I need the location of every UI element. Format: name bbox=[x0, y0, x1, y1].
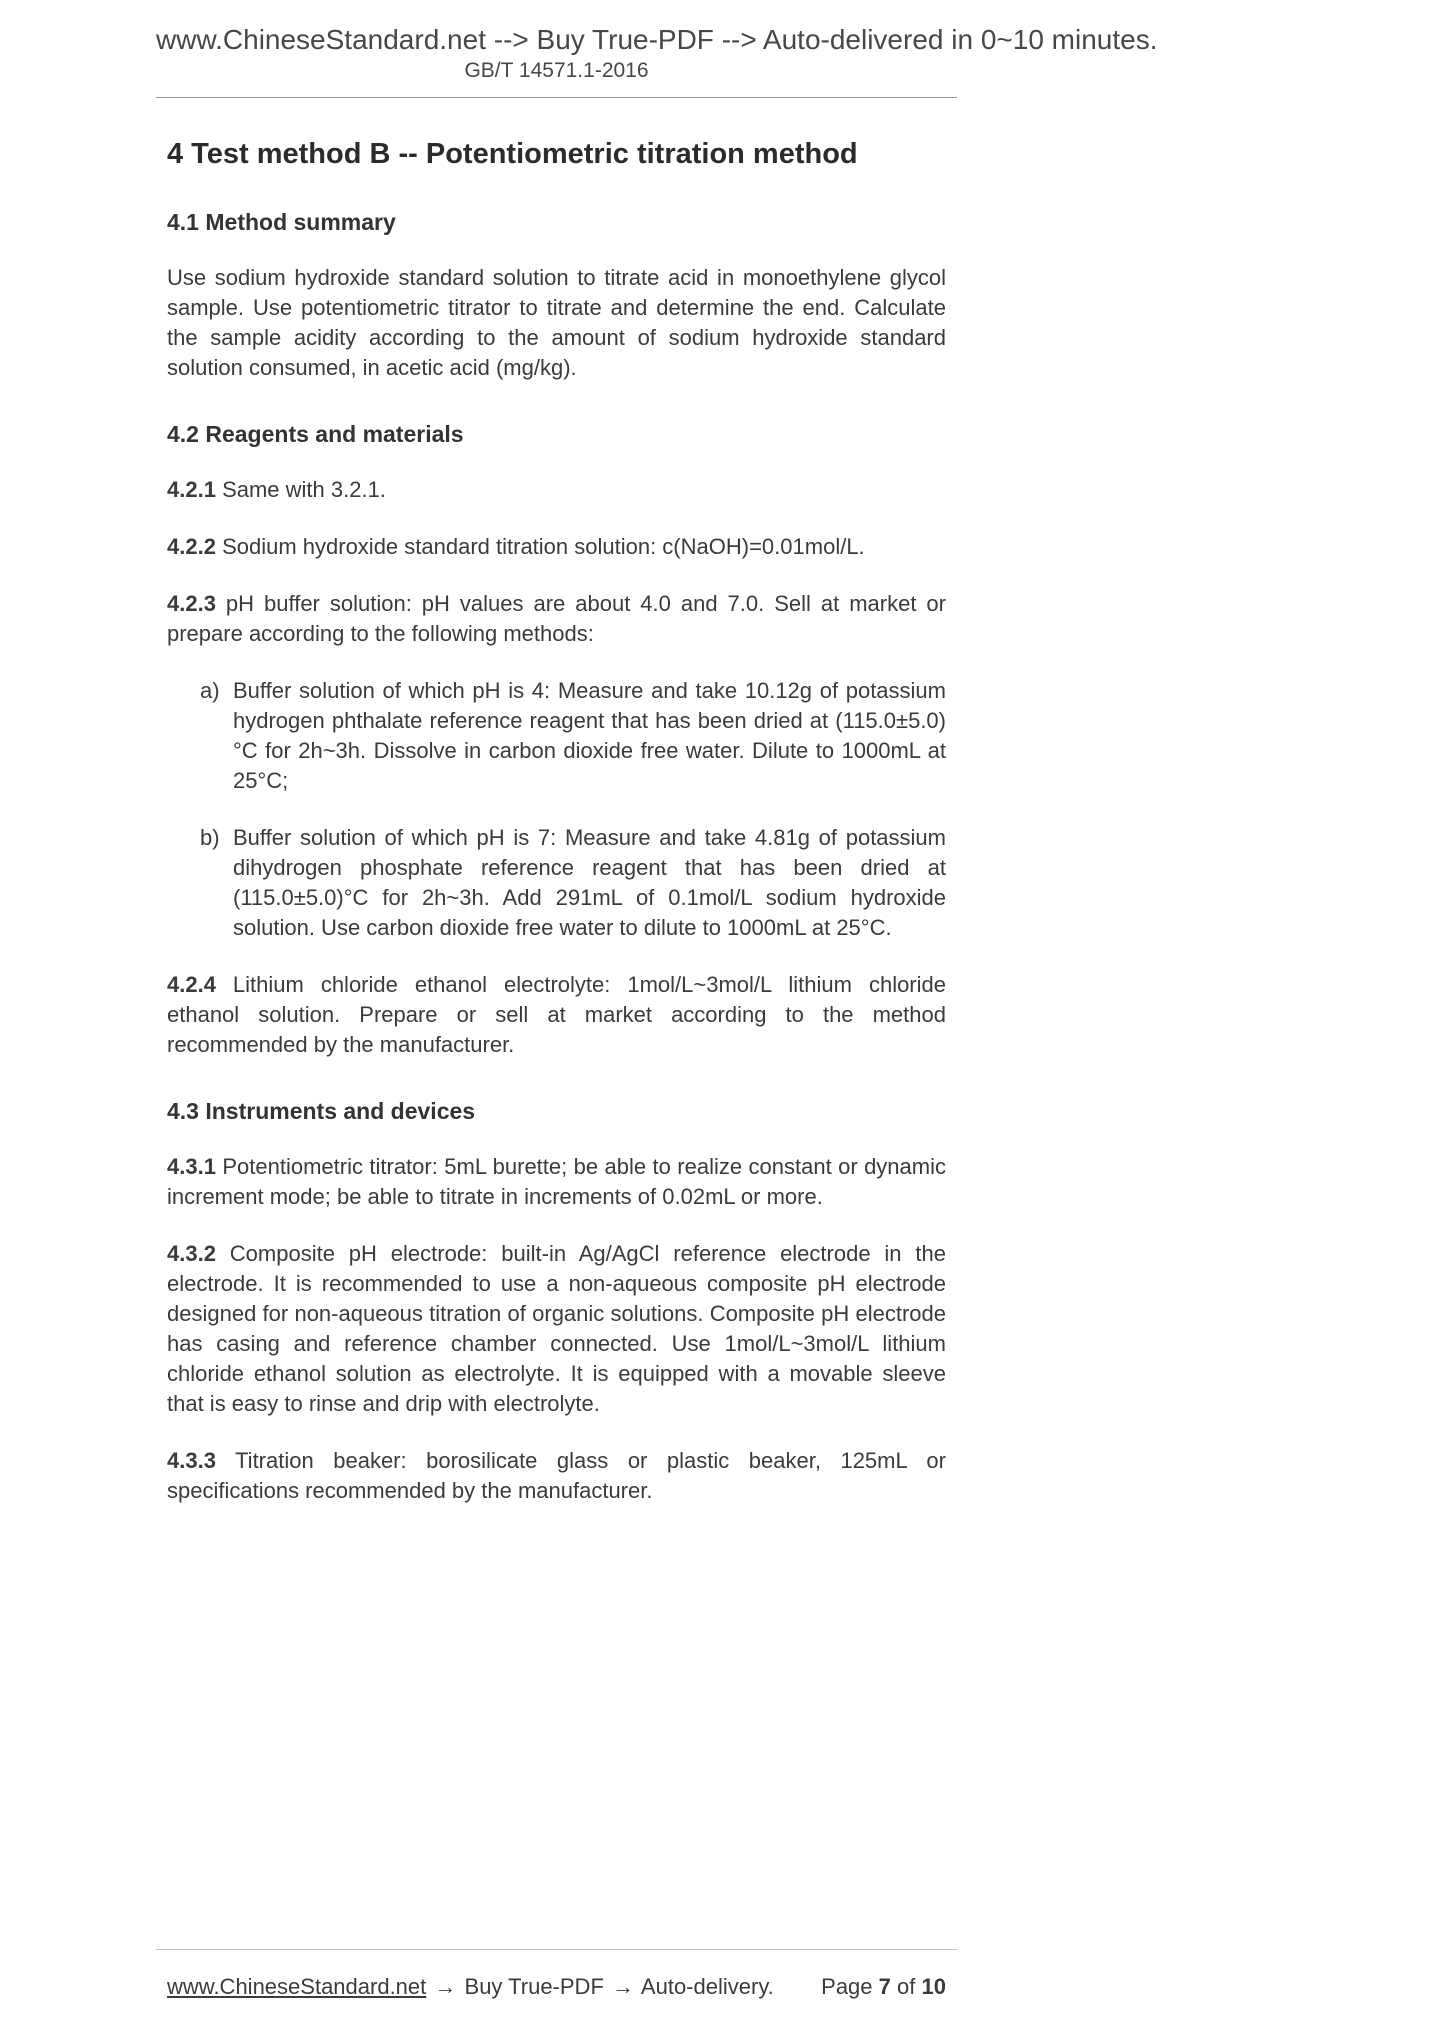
clause-423 bbox=[167, 589, 946, 649]
page-indicator bbox=[821, 1974, 946, 2000]
page-total: 10 bbox=[921, 1974, 946, 1999]
section-43-heading: 4.3 Instruments and devices bbox=[167, 1098, 476, 1124]
arrow-right-icon: → bbox=[434, 1974, 457, 1999]
list-item-text: Buffer solution of which pH is 7: Measure and take 4.81g of potassium dihydrogen phosphate reference reagent that has been dried at (115.0±5.0)°C for 2h~3h. Add 291mL of 0.1mol/L sodium hydroxide solution. Use carbon dioxide free water to dilute to 1000mL at 25°C. bbox=[233, 825, 946, 940]
clause-text: Sodium hydroxide standard titration solution: c(NaOH)=0.01mol/L. bbox=[222, 534, 865, 559]
clause-number: 4.2.3 bbox=[167, 591, 216, 616]
clause-text: Titration beaker: borosilicate glass or plastic beaker, 125mL or specifications recommended by the manufacturer. bbox=[167, 1448, 946, 1503]
page-current: 7 bbox=[878, 1974, 891, 1999]
clause-433 bbox=[167, 1446, 946, 1506]
clause-text: Composite pH electrode: built-in Ag/AgCl reference electrode in the electrode. It is recommended to use a non-aqueous composite pH electrode designed for non-aqueous titration of organic solutions. Composite pH electrode has casing and reference chamber connected. Use 1mol/L~3mol/L lithium chloride ethanol solution as electrolyte. It is equipped with a movable sleeve that is easy to rinse and drip with electrolyte. bbox=[167, 1241, 946, 1416]
clause-text: pH buffer solution: pH values are about 4.0 and 7.0. Sell at market or prepare according to the following methods: bbox=[167, 591, 946, 646]
page-title: 4 Test method B -- Potentiometric titration method bbox=[167, 138, 858, 170]
footer-divider bbox=[156, 1949, 957, 1950]
page-footer bbox=[156, 1949, 957, 2000]
of-label: of bbox=[897, 1974, 916, 1999]
footer-buy-text: Buy True-PDF bbox=[464, 1974, 604, 1999]
clause-number: 4.3.2 bbox=[167, 1241, 216, 1266]
clause-number: 4.2.2 bbox=[167, 534, 216, 559]
list-marker: b) bbox=[200, 825, 220, 850]
section-42-heading: 4.2 Reagents and materials bbox=[167, 421, 464, 447]
document-content bbox=[156, 96, 957, 1506]
clause-431 bbox=[167, 1152, 946, 1212]
footer-site-link[interactable]: www.ChineseStandard.net bbox=[167, 1974, 427, 1999]
list-item-b bbox=[167, 823, 946, 943]
clause-number: 4.2.4 bbox=[167, 972, 216, 997]
clause-number: 4.2.1 bbox=[167, 477, 216, 502]
list-marker: a) bbox=[200, 678, 220, 703]
footer-delivery-text: Auto-delivery. bbox=[640, 1974, 774, 1999]
clause-422 bbox=[167, 532, 946, 562]
clause-421 bbox=[167, 475, 946, 505]
page-header bbox=[156, 0, 1158, 98]
list-item-a bbox=[167, 676, 946, 796]
clause-432 bbox=[167, 1239, 946, 1419]
doc-number: GB/T 14571.1-2016 bbox=[464, 59, 649, 82]
footer-tagline bbox=[167, 1974, 774, 2000]
header-tagline: www.ChineseStandard.net --> Buy True-PDF --> Auto-delivered in 0~10 minutes. bbox=[156, 24, 1158, 55]
clause-424 bbox=[167, 970, 946, 1060]
page-label: Page bbox=[821, 1974, 873, 1999]
clause-text: Lithium chloride ethanol electrolyte: 1mol/L~3mol/L lithium chloride ethanol solution. Prepare or sell at market according to the method recommended by the manufacturer. bbox=[167, 972, 946, 1057]
method-summary-paragraph: Use sodium hydroxide standard solution to titrate acid in monoethylene glycol sample. Use potentiometric titrator to titrate and determine the end. Calculate the sample acidity according to the amount of sodium hydroxide standard solution consumed, in acetic acid (mg/kg). bbox=[167, 265, 946, 380]
arrow-right-icon: → bbox=[612, 1974, 635, 1999]
clause-number: 4.3.1 bbox=[167, 1154, 216, 1179]
list-item-text: Buffer solution of which pH is 4: Measure and take 10.12g of potassium hydrogen phthalate reference reagent that has been dried at (115.0±5.0)°C for 2h~3h. Dissolve in carbon dioxide free water. Dilute to 1000mL at 25°C; bbox=[233, 678, 946, 793]
clause-number: 4.3.3 bbox=[167, 1448, 216, 1473]
clause-text: Potentiometric titrator: 5mL burette; be able to realize constant or dynamic increment mode; be able to titrate in increments of 0.02mL or more. bbox=[167, 1154, 946, 1209]
section-41-heading: 4.1 Method summary bbox=[167, 209, 396, 235]
clause-text: Same with 3.2.1. bbox=[222, 477, 386, 502]
